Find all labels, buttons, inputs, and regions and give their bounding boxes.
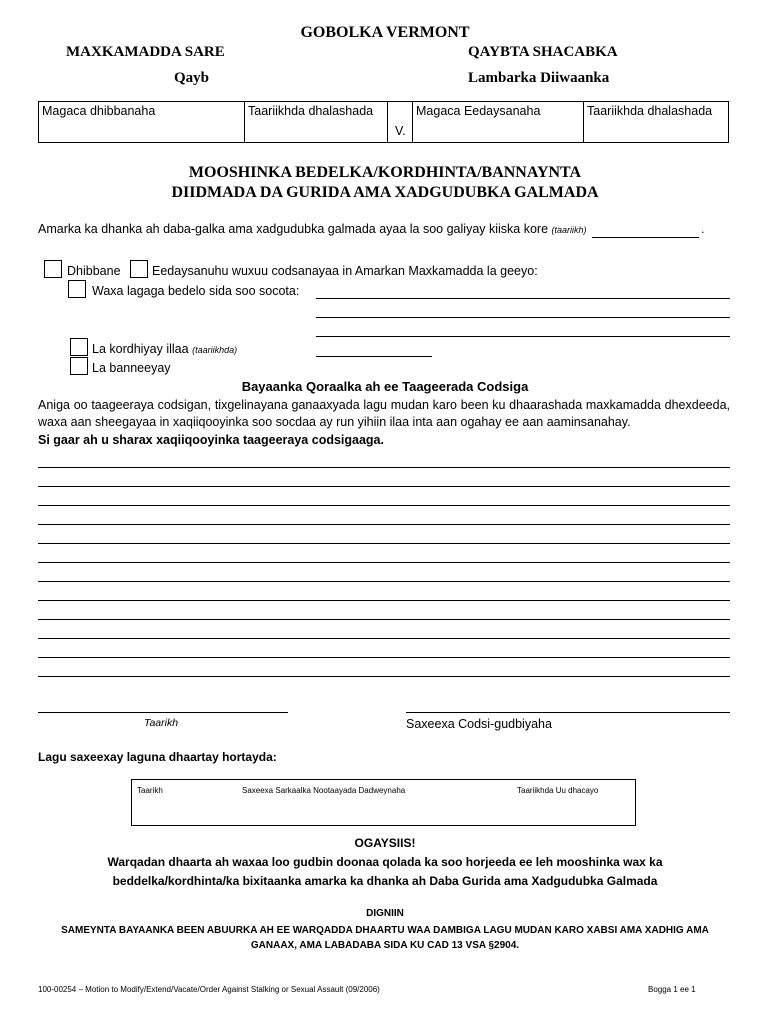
modify-line-1[interactable] (316, 298, 730, 299)
plaintiff-name-label: Magaca dhibbanaha (42, 104, 156, 118)
extend-option-label: La kordhiyay illaa (92, 342, 189, 356)
order-date-hint: (taariikh) (551, 225, 587, 235)
facts-line[interactable] (38, 467, 730, 468)
order-date-line[interactable] (592, 237, 699, 238)
page-number: Bogga 1 ee 1 (648, 985, 696, 994)
plaintiff-option-label: Dhibbane (67, 264, 121, 278)
warning-body: SAMEYNTA BAYAANKA BEEN ABUURKA AH EE WARQADDA DHAARTU WAA DAMBIGA LAGU MUDAN KARO XABSI AMA XADHIG AMA GANAAX, AMA LABADABA SIDA KU CAD 13 VSA §2904. (61, 925, 709, 951)
modify-line-3[interactable] (316, 336, 730, 337)
defendant-name-label: Magaca Eedaysanaha (416, 104, 541, 118)
extend-date-line[interactable] (316, 356, 432, 357)
form-id: 100-00254 – Motion to Modify/Extend/Vacate/Order Against Stalking or Sexual Assault (09/2006) (38, 985, 380, 994)
vacate-option-label: La banneeyay (92, 361, 171, 375)
applicant-signature-line[interactable] (406, 712, 730, 713)
facts-line[interactable] (38, 543, 730, 544)
affidavit-instruction: Si gaar ah u sharax xaqiiqooyinka taageeraya codsigaaga. (38, 433, 384, 447)
affidavit-body: Aniga oo taageeraya codsigan, tixgelinayana ganaaxyada lagu mudan karo been ku dhaarashada maxkamadda dhexdeeda, waxa aan sheegayaa in xaqiiqooyinka soo socdaa ay run yihiin ilaa inta aan ogahay ee aan aaminsanahay. (38, 398, 730, 429)
defendant-checkbox[interactable] (130, 260, 148, 278)
defendant-request-label: Eedaysanuhu wuxuu codsanayaa in Amarkan Maxkamadda la geeyo: (152, 264, 538, 278)
notice-heading: OGAYSIIS! (354, 836, 416, 850)
facts-line[interactable] (38, 638, 730, 639)
facts-line[interactable] (38, 657, 730, 658)
versus-label: V. (395, 124, 406, 138)
signature-date-line[interactable] (38, 712, 288, 713)
defendant-dob-field[interactable] (583, 101, 729, 143)
facts-line[interactable] (38, 581, 730, 582)
warning-heading: DIGNIIN (366, 908, 404, 919)
notary-expiry-label: Taariikhda Uu dhacayo (517, 786, 599, 795)
form-title-line1: MOOSHINKA BEDELKA/KORDHINTA/BANNAYNTA (188, 164, 582, 181)
facts-line[interactable] (38, 619, 730, 620)
modify-line-2[interactable] (316, 317, 730, 318)
facts-line[interactable] (38, 676, 730, 677)
plaintiff-name-field[interactable] (38, 101, 245, 143)
notary-signature-label: Saxeexa Sarkaalka Nootaayada Dadweynaha (242, 786, 406, 795)
modify-checkbox[interactable] (68, 280, 86, 298)
facts-line[interactable] (38, 562, 730, 563)
facts-line[interactable] (38, 600, 730, 601)
notary-box[interactable] (131, 779, 636, 826)
division-name: QAYBTA SHACABKA (468, 44, 618, 60)
order-period: . (701, 222, 705, 236)
notice-body: Warqadan dhaarta ah waxaa loo gudbin doonaa qolada ka soo horjeeda ee leh mooshinka wax ka beddelka/kordhinta/ka bixitaanka amarka ka dhanka ah Daba Gurida ama Xadgudubka Galmada (107, 855, 663, 888)
order-text: Amarka ka dhanka ah daba-galka ama xadgudubka galmada ayaa la soo galiyay kiiska kore (38, 222, 549, 236)
defendant-dob-label: Taariikhda dhalashada (587, 104, 713, 118)
plaintiff-checkbox[interactable] (44, 260, 62, 278)
facts-line[interactable] (38, 505, 730, 506)
plaintiff-dob-field[interactable] (244, 101, 388, 143)
state-title: GOBOLKA VERMONT (300, 24, 470, 41)
facts-line[interactable] (38, 524, 730, 525)
court-name: MAXKAMADDA SARE (66, 44, 225, 60)
docket-label: Lambarka Diiwaanka (468, 70, 610, 86)
extend-option (92, 342, 237, 356)
defendant-name-field[interactable] (412, 101, 584, 143)
order-statement (38, 222, 587, 236)
modify-option-label: Waxa lagaga bedelo sida soo socota: (92, 284, 300, 298)
applicant-signature-label: Saxeexa Codsi-gudbiyaha (406, 717, 552, 731)
facts-line[interactable] (38, 486, 730, 487)
extend-checkbox[interactable] (70, 338, 88, 356)
versus-cell (387, 101, 413, 143)
sworn-before-me: Lagu saxeexay laguna dhaartay hortayda: (38, 750, 277, 764)
affidavit-heading: Bayaanka Qoraalka ah ee Taageerada Codsiga (241, 379, 529, 394)
vacate-checkbox[interactable] (70, 357, 88, 375)
plaintiff-dob-label: Taariikhda dhalashada (248, 104, 374, 118)
division-label: Qayb (174, 70, 210, 86)
extend-date-hint: (taariikhda) (192, 345, 238, 355)
notary-date-label: Taarikh (137, 786, 163, 795)
signature-date-label: Taarikh (144, 717, 179, 729)
form-title-line2: DIIDMADA DA GURIDA AMA XADGUDUBKA GALMADA (171, 184, 599, 201)
